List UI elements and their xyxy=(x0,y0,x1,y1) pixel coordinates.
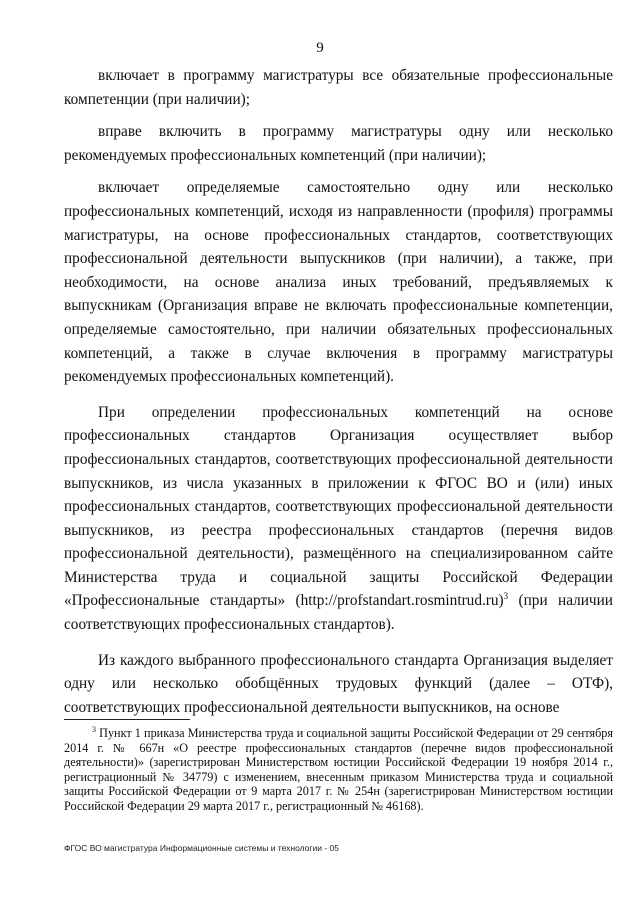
page-footer: ФГОС ВО магистратура Информационные системы и технологии - 05 xyxy=(64,843,340,853)
paragraph-otf: Из каждого выбранного профессионального стандарта Организация выделяет одну или несколько обобщённых трудовых функций (далее – ОТФ), соответствующих профессиональной деятельности выпускников, на основе xyxy=(64,651,613,716)
paragraph-professional-standards xyxy=(64,401,613,637)
paragraph-mandatory-competencies: включает в программу магистратуры все обязательные профессиональные компетенции (при наличии); xyxy=(64,67,613,108)
footnote-marker: 3 xyxy=(92,724,96,734)
footnote xyxy=(64,726,613,814)
document-body xyxy=(64,64,613,719)
paragraph-professional-standards-text: При определении профессиональных компетенций на основе профессиональных стандартов Организация осуществляет выбор профессиональных стандартов, соответствующих профессиональной деятельности выпускников, из числа указанных в приложении к ФГОС ВО и (или) иных профессиональных стандартов, соответствующих профессиональной деятельности выпускников, из реестра профессиональных стандартов (перечня видов профессиональной деятельности), размещённого на специализированном сайте Министерства труда и социальной защиты Российской Федерации «Профессиональные стандарты» (http://profstandart.rosmintrud.ru) xyxy=(64,403,613,610)
paragraph-professional-standards-tail: (при наличии соответствующих профессиональных стандартов). xyxy=(64,592,613,634)
paragraph-recommended-competencies: вправе включить в программу магистратуры одну или несколько рекомендуемых профессиональных компетенций (при наличии); xyxy=(64,123,613,164)
footnote-divider xyxy=(64,719,190,720)
footnote-text: Пункт 1 приказа Министерства труда и социальной защиты Российской Федерации от 29 сентября 2014 г. № 667н «О реестре профессиональных стандартов (перечне видов профессиональной деятельности)» (зарегистрирован Министерством юстиции Российской Федерации 19 ноября 2014 г., регистрационный № 34779) с изменением, внесенным приказом Министерства труда и социальной защиты Российской Федерации от 9 марта 2017 г. № 254н (зарегистрирован Министерством юстиции Российской Федерации 29 марта 2017 г., регистрационный № 46168). xyxy=(64,726,613,813)
paragraph-own-competencies: включает определяемые самостоятельно одну или несколько профессиональных компетенций, исходя из направленности (профиля) программы магистратуры, на основе профессиональных стандартов, соответствующих профессиональной деятельности выпускников (при наличии), а также, при необходимости, на основе анализа иных требований, предъявляемых к выпускникам (Организация вправе не включать профессиональные компетенции, определяемые самостоятельно, при наличии обязательных профессиональных компетенций, а также в случае включения в программу магистратуры рекомендуемых профессиональных компетенций). xyxy=(64,179,613,386)
footnote-reference: 3 xyxy=(503,591,509,602)
page-number: 9 xyxy=(316,40,324,56)
